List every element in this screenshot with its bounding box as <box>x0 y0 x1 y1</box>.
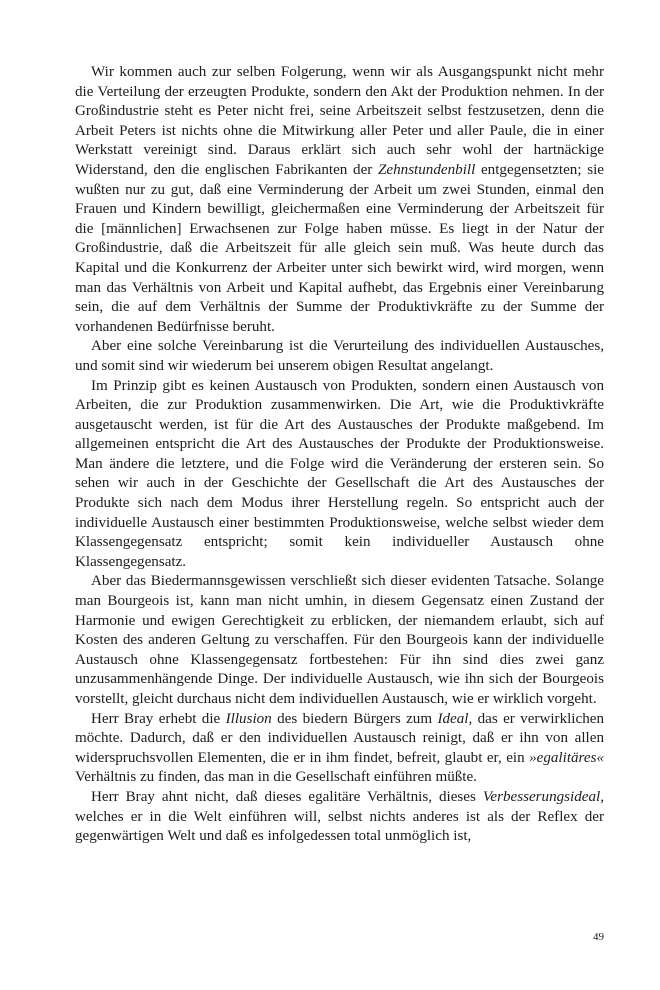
paragraph-5-text: Herr Bray erhebt die <box>91 710 226 727</box>
paragraph-6 <box>75 788 604 847</box>
paragraph-5-emphasis-egalitaeres: »egalitäres« <box>529 749 604 766</box>
paragraph-5-text-3: das er verwirklichen möchte. Dadurch, daß er den individuellen Austausch reinigt, daß er ihn von allen widerspruchsvollen Elementen, die er in ihm findet, befreit, glaubt er, ein <box>75 710 604 766</box>
paragraph-5-emphasis-ideal: Ideal, <box>437 710 473 727</box>
paragraph-1-text-continued: entgegensetzten; sie wußten nur zu gut, daß eine Verminderung der Arbeit um zwei Stunden, einmal den Frauen und Kindern bewilligt, gleichermaßen eine Verminderung der Arbeitszeit für die [männlichen] Erwachsenen zur Folge haben müsse. Es liegt in der Natur der Großindustrie, daß die Arbeitszeit für alle gleich sein muß. Was heute durch das Kapital und die Konkurrenz der Arbeiter unter sich bewirkt wird, wird morgen, wenn man das Verhältnis von Arbeit und Kapital aufhebt, das Ergebnis einer Vereinbarung sein, die auf dem Verhältnis der Summe der Produktivkräfte zu der Summe der vorhandenen Bedürfnisse beruht. <box>75 161 604 335</box>
paragraph-3 <box>75 377 604 573</box>
paragraph-3-text: Im Prinzip gibt es keinen Austausch von Produkten, sondern einen Austausch von Arbeiten, die zur Produktion zusammenwirken. Die Art, wie die Produktivkräfte ausgetauscht werden, ist für die Art des Austausches der Produkte maßgebend. Im allgemeinen entspricht die Art des Austausches der Produkte der Produktionsweise. Man ändere die letztere, und die Folge wird die Veränderung der ersteren sein. So sehen wir auch in der Geschichte der Gesellschaft die Art des Austausches der Produkte sich nach dem Modus ihrer Herstellung regeln. So entspricht auch der individuelle Austausch einer bestimmten Produktionsweise, welche selbst wieder dem Klassengegensatz entspricht; somit kein individueller Austausch ohne Klassengegensatz. <box>75 377 604 570</box>
paragraph-5 <box>75 710 604 788</box>
paragraph-6-emphasis-verbesserungsideal: Verbesserungsideal, <box>482 788 604 805</box>
paragraph-6-text-2: welches er in die Welt einführen will, selbst nichts anderes ist als der Reflex der gegenwärtigen Welt und daß es infolgedessen total unmöglich ist, <box>75 808 604 845</box>
paragraph-4-text: Aber das Biedermannsgewissen verschließt sich dieser evidenten Tatsache. Solange man Bourgeois ist, kann man nicht umhin, in diesem Gegensatz einen Zustand der Harmonie und ewigen Gerechtigkeit zu erblicken, der niemandem erlaubt, sich auf Kosten des anderen Geltung zu verschaffen. Für den Bourgeois kann der individuelle Austausch ohne Klassengegensatz fortbestehen: Für ihn sind dies zwei ganz unzusammenhängende Dinge. Der individuelle Austausch, wie ihn sich der Bourgeois vorstellt, gleicht durchaus nicht dem individuellen Austausch, wie er wirklich vorgeht. <box>75 573 604 707</box>
paragraph-2-text: Aber eine solche Vereinbarung ist die Verurteilung des individuellen Austausches, und somit sind wir wiederum bei unserem obigen Resultat angelangt. <box>75 338 604 374</box>
paragraph-6-text: Herr Bray ahnt nicht, daß dieses egalitäre Verhältnis, dieses <box>91 788 483 805</box>
paragraph-5-emphasis-illusion: Illusion <box>225 710 272 727</box>
page-number: 49 <box>593 931 604 943</box>
page-body <box>75 63 604 847</box>
paragraph-5-text-4: Verhältnis zu finden, das man in die Gesellschaft einführen müßte. <box>75 769 477 786</box>
paragraph-4 <box>75 572 604 709</box>
paragraph-1-text: Wir kommen auch zur selben Folgerung, wenn wir als Ausgangspunkt nicht mehr die Verteilung der erzeugten Produkte, sondern den Akt der Produktion nehmen. In der Großindustrie steht es Peter nicht frei, seine Arbeitszeit selbst festzusetzen, denn die Arbeit Peters ist nichts ohne die Mitwirkung aller Peter und aller Paule, die in einer Werkstatt vereinigt sind. Daraus erklärt sich auch sehr wohl der hartnäckige Widerstand, den die englischen Fabrikanten der <box>75 64 604 178</box>
paragraph-5-text-2: des biedern Bürgers zum <box>271 710 438 727</box>
paragraph-1-emphasis-zehnstundenbill: Zehnstundenbill <box>378 161 476 178</box>
paragraph-2 <box>75 337 604 376</box>
paragraph-1 <box>75 63 604 337</box>
